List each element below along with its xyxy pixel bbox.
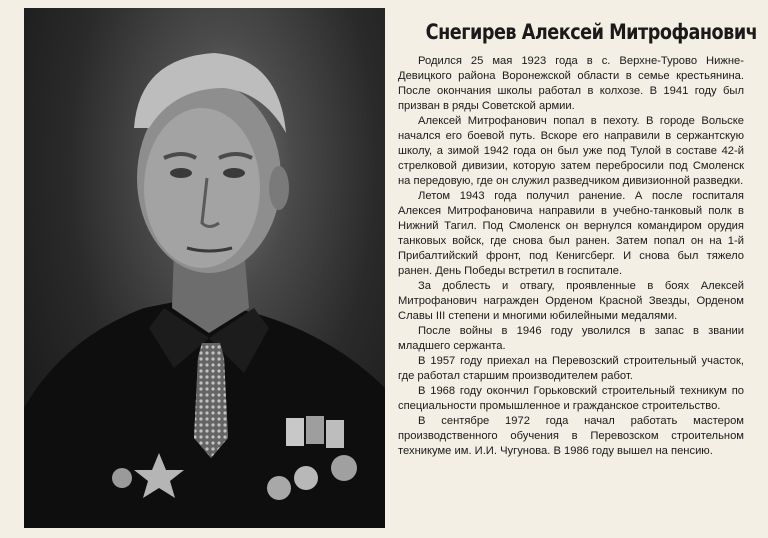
biography-column	[398, 14, 758, 459]
bio-paragraph: Алексей Митрофанович попал в пехоту. В городе Вольске начался его боевой путь. Вскоре его направили в сержантскую школу, а зимой 1942 года он был уже под Тулой в составе 42-й стрелковой дивизии, которую затем перебросили под Смоленск на передовую, где он служил разведчиком дивизионной разведки.	[398, 115, 744, 187]
portrait-photo	[24, 8, 385, 528]
bio-paragraph: В 1957 году приехал на Перевозский строительный участок, где работал старшим производителем работ.	[398, 355, 744, 382]
bio-paragraph: В сентябре 1972 года начал работать мастером производственного обучения в Перевозском строительном техникуме им. И.И. Чугунова. В 1986 году вышел на пенсию.	[398, 415, 744, 457]
bio-paragraph: За доблесть и отвагу, проявленные в боях Алексей Митрофанович награжден Орденом Красной Звезды, Орденом Славы III степени и многими юбилейными медалями.	[398, 280, 744, 322]
bio-paragraph: В 1968 году окончил Горьковский строительный техникум по специальности промышленное и гражданское строительство.	[398, 385, 744, 412]
bio-paragraph: После войны в 1946 году уволился в запас в звании младшего сержанта.	[398, 325, 744, 352]
bio-paragraph: Летом 1943 года получил ранение. А после госпиталя Алексея Митрофановича направили в учебно-танковый полк в Нижний Тагил. Под Смоленск он вернулся командиром орудия танковых войск, где снова был ранен. Затем попал он на 1-й Прибалтийский фронт, под Кенигсберг. И снова был тяжело ранен. День Победы встретил в госпитале.	[398, 190, 744, 277]
person-name-title: Снегирев Алексей Митрофанович	[425, 20, 758, 44]
bio-paragraph: Родился 25 мая 1923 года в с. Верхне-Турово Нижне-Девицкого района Воронежской области в семье крестьянина. После окончания школы работал в колхозе. В 1941 году был призван в ряды Советской армии.	[398, 55, 744, 112]
portrait-illustration	[24, 8, 385, 528]
